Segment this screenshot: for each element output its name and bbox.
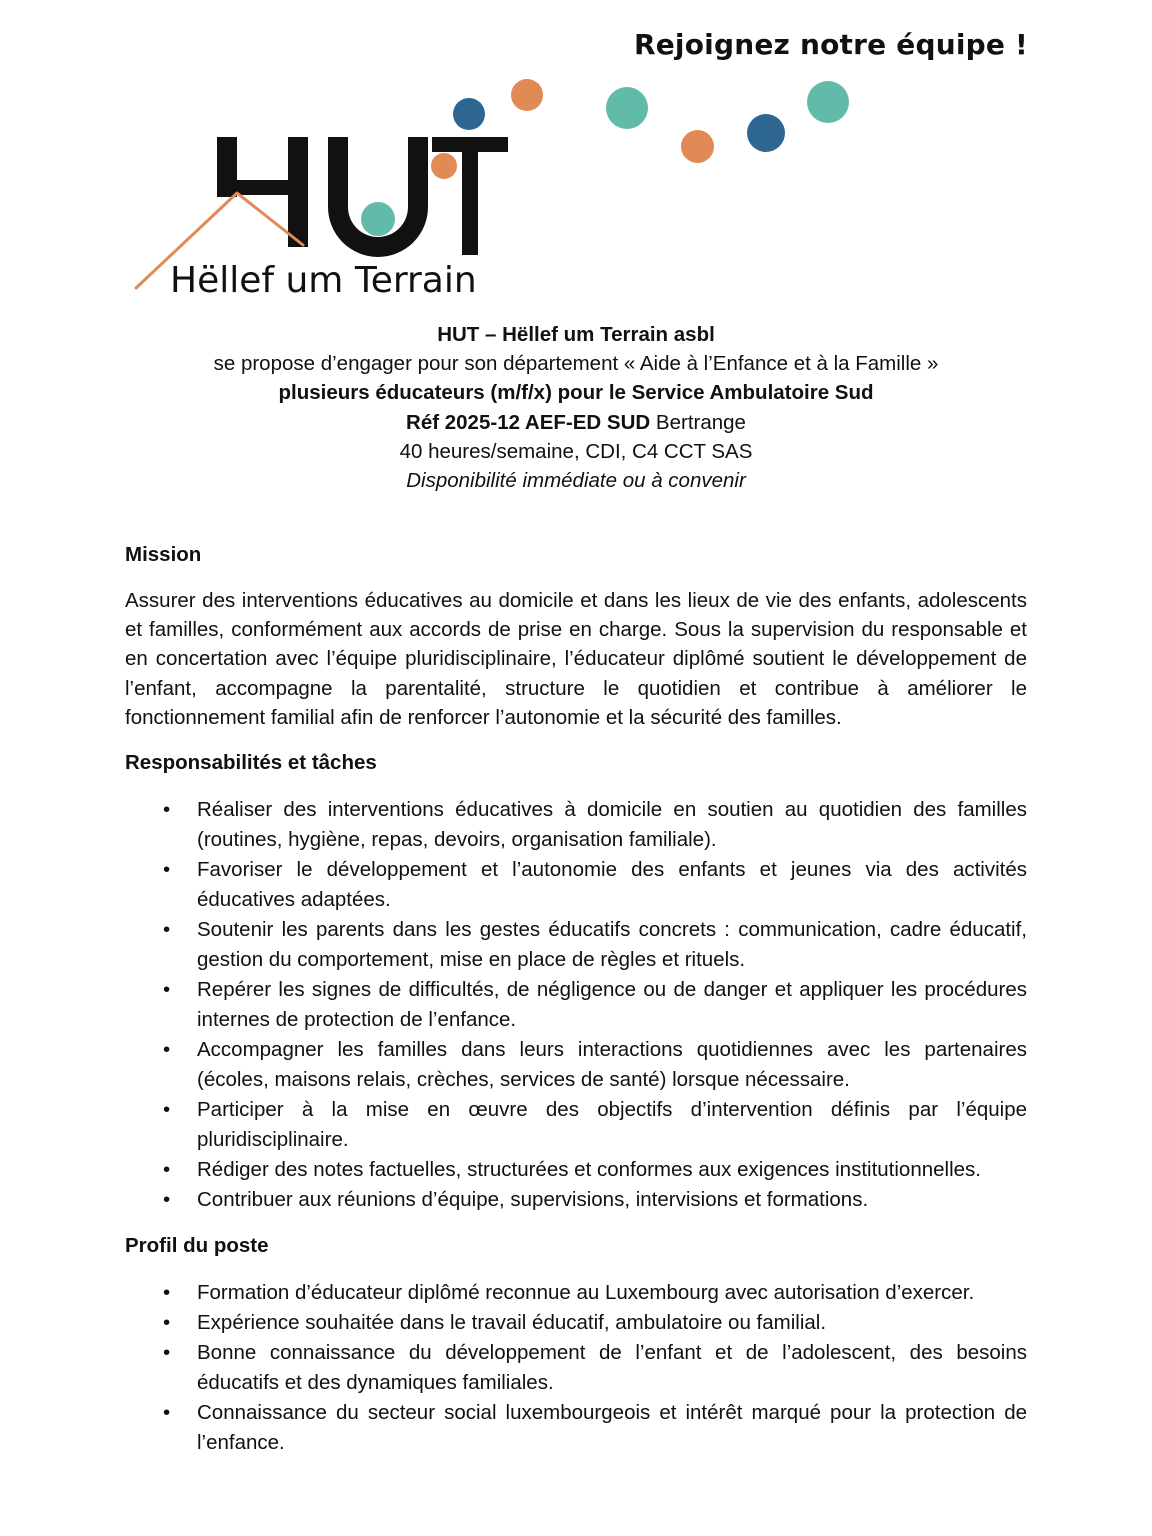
list-item — [125, 975, 1027, 1035]
list-item — [125, 855, 1027, 915]
availability-line: Disponibilité immédiate ou à convenir — [406, 469, 746, 493]
mission-title: Mission — [125, 543, 202, 566]
responsibilities-list — [125, 795, 1027, 1215]
reference-code: Réf 2025-12 AEF-ED SUD — [406, 410, 651, 434]
conditions-line: 40 heures/semaine, CDI, C4 CCT SAS — [399, 439, 753, 463]
bullet-icon: • — [163, 1098, 171, 1121]
list-item — [125, 1398, 1027, 1458]
list-item-text: Rédiger des notes factuelles, structurées et conformes aux exigences institutionnelles. — [197, 1158, 981, 1181]
reference-location: Bertrange — [650, 410, 746, 434]
profile-list — [125, 1278, 1027, 1458]
list-item — [125, 1095, 1027, 1155]
position-title: plusieurs éducateurs (m/f/x) pour le Service Ambulatoire Sud — [278, 381, 874, 405]
bullet-icon: • — [163, 1281, 171, 1304]
dot-blue-2 — [747, 114, 785, 152]
hut-logo — [0, 0, 1152, 310]
list-item — [125, 915, 1027, 975]
list-item — [125, 1155, 1027, 1185]
bullet-icon: • — [163, 918, 171, 941]
bullet-icon: • — [163, 978, 171, 1001]
intro-line: se propose d’engager pour son département « Aide à l’Enfance et à la Famille » — [213, 352, 939, 376]
bullet-icon: • — [163, 858, 171, 881]
logo-graphic — [0, 0, 1152, 310]
profile-title: Profil du poste — [125, 1234, 269, 1257]
bullet-icon: • — [163, 798, 171, 821]
list-item — [125, 1338, 1027, 1398]
bullet-icon: • — [163, 1188, 171, 1211]
responsibilities-title: Responsabilités et tâches — [125, 751, 377, 774]
list-item — [125, 1185, 1027, 1215]
bullet-icon: • — [163, 1311, 171, 1334]
list-item-text: Repérer les signes de difficultés, de négligence ou de danger et appliquer les procédures internes de protection de l’enfance. — [197, 978, 1027, 1031]
list-item-text: Formation d’éducateur diplômé reconnue au Luxembourg avec autorisation d’exercer. — [197, 1281, 975, 1304]
list-item-text: Accompagner les familles dans leurs interactions quotidiennes avec les partenaires (écoles, maisons relais, crèches, services de santé) lorsque nécessaire. — [197, 1038, 1027, 1091]
list-item-text: Soutenir les parents dans les gestes éducatifs concrets : communication, cadre éducatif, gestion du comportement, mise en place de règles et rituels. — [197, 918, 1027, 971]
list-item-text: Connaissance du secteur social luxembourgeois et intérêt marqué pour la protection de l’enfance. — [197, 1401, 1027, 1454]
reference-line — [0, 408, 1152, 437]
dot-blue-1 — [453, 98, 485, 130]
logo-letter-h — [217, 137, 308, 247]
bullet-icon: • — [163, 1401, 171, 1424]
list-item — [125, 1035, 1027, 1095]
dot-teal-1 — [361, 202, 395, 236]
dot-orange-2 — [431, 153, 457, 179]
tagline-heading: Rejoignez notre équipe ! — [633, 28, 1028, 61]
dot-orange-3 — [681, 130, 714, 163]
list-item-text: Participer à la mise en œuvre des objectifs d’intervention définis par l’équipe pluridisciplinaire. — [197, 1098, 1027, 1151]
mission-text: Assurer des interventions éducatives au domicile et dans les lieux de vie des enfants, adolescents et familles, conformément aux accords de prise en charge. Sous la supervision du responsable et en concertation avec l’équipe pluridisciplinaire, l’éducateur diplômé soutient le développement de l’enfant, accompagne la parentalité, structure le quotidien et contribue à améliorer le fonctionnement familial afin de renforcer l’autonomie et la sécurité des familles. — [125, 589, 1027, 729]
logo-subtitle: Hëllef um Terrain — [170, 260, 477, 301]
dot-teal-3 — [807, 81, 849, 123]
org-name: HUT – Hëllef um Terrain asbl — [437, 323, 715, 346]
job-header — [0, 320, 1152, 495]
dot-teal-2 — [606, 87, 648, 129]
list-item — [125, 795, 1027, 855]
list-item-text: Expérience souhaitée dans le travail éducatif, ambulatoire ou familial. — [197, 1311, 827, 1334]
list-item — [125, 1308, 1027, 1338]
dot-orange-1 — [511, 79, 543, 111]
bullet-icon: • — [163, 1038, 171, 1061]
bullet-icon: • — [163, 1341, 171, 1364]
logo-letter-u — [328, 137, 428, 257]
list-item-text: Favoriser le développement et l’autonomie des enfants et jeunes via des activités éducatives adaptées. — [197, 858, 1027, 911]
list-item-text: Bonne connaissance du développement de l’enfant et de l’adolescent, des besoins éducatifs et des dynamiques familiales. — [197, 1341, 1027, 1394]
bullet-icon: • — [163, 1158, 171, 1181]
list-item-text: Réaliser des interventions éducatives à domicile en soutien au quotidien des familles (routines, hygiène, repas, devoirs, organisation familiale). — [197, 798, 1027, 851]
list-item — [125, 1278, 1027, 1308]
list-item-text: Contribuer aux réunions d’équipe, supervisions, intervisions et formations. — [197, 1188, 869, 1211]
